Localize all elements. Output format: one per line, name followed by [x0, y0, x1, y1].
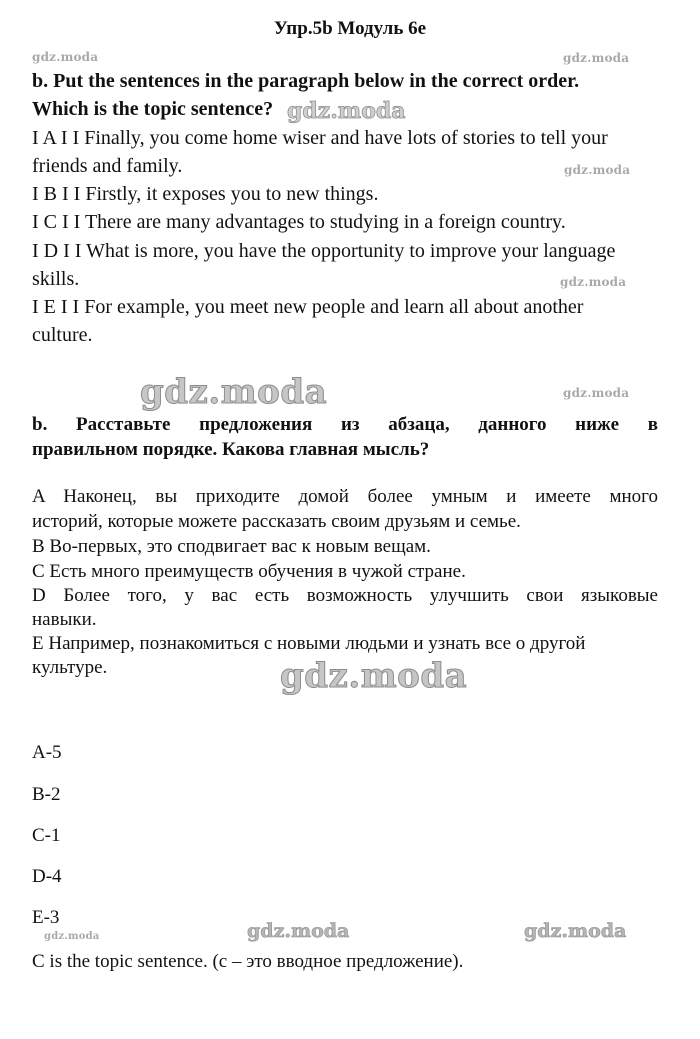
english-sentence-d: I D I I What is more, you have the opportunity to improve your language: [32, 240, 616, 262]
watermark: gdz.moda: [563, 51, 630, 65]
watermark: gdz.moda: [140, 372, 328, 412]
answer-b: B-2: [32, 784, 61, 805]
topic-sentence-note: C is the topic sentence. (с – это вводное предложение).: [32, 951, 464, 972]
russian-instruction-line1: b. Расставьте предложения из абзаца, данного ниже в: [32, 414, 658, 435]
page-title: Упр.5b Модуль 6e: [273, 18, 427, 39]
russian-sentence-a: A Наконец, вы приходите домой более умным и имеете много: [32, 486, 658, 507]
russian-sentence-a-cont: историй, которые можете рассказать своим друзьям и семье.: [32, 511, 521, 532]
russian-sentence-e: E Например, познакомиться с новыми людьми и узнать все о другой: [32, 633, 586, 654]
english-sentence-a: I A I I Finally, you come home wiser and have lots of stories to tell your: [32, 127, 608, 149]
russian-instruction-line2: правильном порядке. Какова главная мысль?: [32, 439, 430, 460]
english-sentence-a-cont: friends and family.: [32, 155, 183, 177]
russian-sentence-d-cont: навыки.: [32, 609, 97, 630]
watermark: gdz.moda: [524, 920, 627, 942]
russian-sentence-e-cont: культуре.: [32, 657, 108, 678]
english-sentence-e: I E I I For example, you meet new people and learn all about another: [32, 296, 584, 318]
english-sentence-b: I B I I Firstly, it exposes you to new things.: [32, 183, 379, 205]
watermark: gdz.moda: [560, 275, 627, 289]
russian-sentence-d: D Более того, у вас есть возможность улучшить свои языковые: [32, 585, 658, 606]
russian-instruction: [32, 412, 658, 462]
english-sentence-e-cont: culture.: [32, 324, 93, 346]
answer-d: D-4: [32, 866, 62, 887]
english-instruction: b. Put the sentences in the paragraph below in the correct order.: [32, 70, 580, 92]
english-sentence-c: I C I I There are many advantages to studying in a foreign country.: [32, 211, 566, 233]
english-sentence-d-cont: skills.: [32, 268, 80, 290]
watermark: gdz.moda: [32, 50, 99, 64]
watermark: gdz.moda: [247, 920, 350, 942]
russian-sentence-c: C Есть много преимуществ обучения в чужой стране.: [32, 561, 466, 582]
watermark: gdz.moda: [287, 98, 406, 124]
watermark: gdz.moda: [564, 163, 631, 177]
answer-e: E-3: [32, 907, 60, 928]
answer-a: A-5: [32, 742, 62, 763]
watermark: gdz.moda: [44, 931, 100, 942]
english-instruction-question: Which is the topic sentence?: [32, 98, 274, 120]
answer-c: C-1: [32, 825, 61, 846]
watermark: gdz.moda: [280, 656, 468, 696]
russian-sentence-b: B Во-первых, это сподвигает вас к новым вещам.: [32, 536, 431, 557]
watermark: gdz.moda: [563, 386, 630, 400]
